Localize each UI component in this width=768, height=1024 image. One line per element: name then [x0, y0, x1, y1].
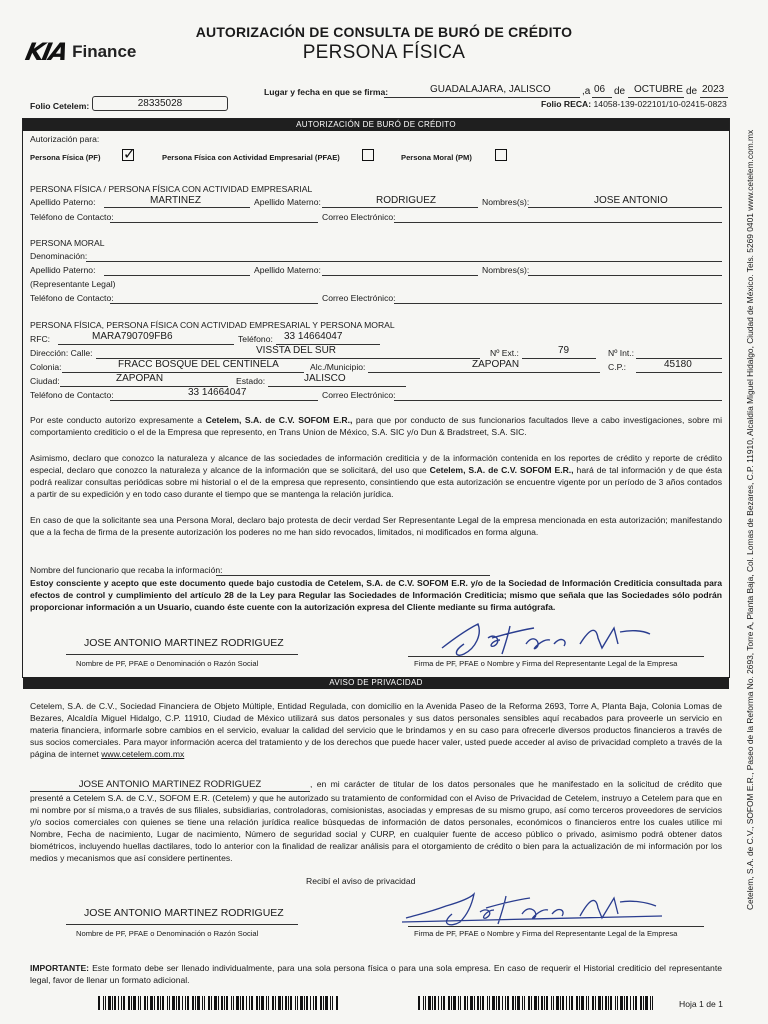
- ap-paterno-value: MARTINEZ: [150, 195, 201, 206]
- barcode-bar: [617, 996, 618, 1010]
- barcode-bar: [160, 996, 161, 1010]
- barcode-bar: [643, 996, 644, 1010]
- barcode-bar: [538, 996, 539, 1010]
- signer-name-2: JOSE ANTONIO MARTINEZ RODRIGUEZ: [84, 907, 284, 919]
- privacy-paragraph-2: [30, 778, 722, 864]
- addr-correo-line: [394, 400, 722, 401]
- addr-tel-value: 33 14664047: [284, 331, 343, 342]
- rep-legal-label: (Representante Legal): [30, 279, 116, 289]
- date-de-1: de: [614, 86, 626, 97]
- month-line: [628, 97, 684, 98]
- barcode-bar: [645, 996, 648, 1010]
- barcode-bar: [448, 996, 450, 1010]
- barcode-bar: [423, 996, 424, 1010]
- barcode-bar: [428, 996, 431, 1010]
- barcode-bar: [182, 996, 183, 1010]
- barcode-bar: [505, 996, 506, 1010]
- ap-paterno-label: Apellido Paterno:: [30, 197, 96, 207]
- barcode-bar: [432, 996, 433, 1010]
- barcode-bar: [140, 996, 141, 1010]
- barcode-bar: [451, 996, 452, 1010]
- barcode-bar: [297, 996, 298, 1010]
- barcode-bar: [464, 996, 466, 1010]
- alc-line: [368, 372, 600, 373]
- received-privacy-label: Recibí el aviso de privacidad: [306, 876, 416, 886]
- barcode-bar: [176, 996, 177, 1010]
- barcode-bar: [418, 996, 420, 1010]
- auth-for-label: Autorización para:: [30, 134, 100, 144]
- kia-logo-mark: KIA: [23, 38, 70, 66]
- pm-correo-line: [394, 303, 722, 304]
- barcode-bar: [123, 996, 125, 1010]
- barcode-bar: [467, 996, 468, 1010]
- barcode-bar: [608, 996, 609, 1010]
- pfae-label: Persona Física con Actividad Empresarial (PFAE): [162, 153, 340, 162]
- title-line-1: AUTORIZACIÓN DE CONSULTA DE BURÓ DE CRÉDITO: [195, 24, 573, 40]
- folio-cetelem-value: 28335028: [92, 96, 228, 111]
- barcode-bar: [602, 996, 603, 1010]
- section-bar-buro: AUTORIZACIÓN DE BURÓ DE CRÉDITO: [23, 119, 729, 131]
- pm-ap-paterno-line: [104, 275, 250, 276]
- important-note: [30, 962, 722, 986]
- barcode-bar: [268, 996, 269, 1010]
- barcode-bar: [474, 996, 475, 1010]
- barcode-bar: [172, 996, 175, 1010]
- barcode-bar: [259, 996, 260, 1010]
- paragraph-moral-person: En caso de que la solicitante sea una Persona Moral, declaro bajo protesta de decir verdad Ser Representante Legal de la empresa mencionada en esta autorización; manifestando que a la fecha de firma de la presente autorización los poderes no me han sido revocados, limitados, ni modificados en forma alguna.: [30, 515, 722, 537]
- folio-cetelem-label: Folio Cetelem:: [30, 101, 90, 111]
- tel-contacto-label: Teléfono de Contacto:: [30, 390, 114, 400]
- barcode-bar: [605, 996, 607, 1010]
- barcode-bar: [630, 996, 631, 1010]
- barcode-bar: [332, 996, 333, 1010]
- barcode-bar: [233, 996, 234, 1010]
- alc-label: Alc./Municipio:: [310, 362, 366, 372]
- barcode-bar: [197, 996, 200, 1010]
- ext-line: [522, 358, 596, 359]
- ap-paterno-line: [104, 207, 250, 208]
- barcode-bar: [167, 996, 168, 1010]
- barcode-bar: [300, 996, 303, 1010]
- pf-tel-label: Teléfono de Contacto:: [30, 212, 114, 222]
- p1-text-b: para que por conducto de sus funcionarios facultados lleve a cabo investigaciones, sobre mi comportamiento crediticio o el de la Empresa que represento, en Trans Union de México, S.A. SIC y/o Dun & Bradstreet, S.A. SIC.: [30, 415, 723, 437]
- pf-label: Persona Física (PF): [30, 153, 101, 162]
- ext-label: Nº Ext.:: [490, 348, 519, 358]
- barcode-bar: [202, 996, 203, 1010]
- barcode-bar: [517, 996, 520, 1010]
- barcode-bar: [531, 996, 532, 1010]
- barcode-bar: [534, 996, 537, 1010]
- logo-finance-text: Finance: [72, 42, 137, 61]
- pf-checkbox[interactable]: [122, 149, 134, 161]
- barcode-bar: [192, 996, 194, 1010]
- barcode-bar: [304, 996, 305, 1010]
- barcode-bar: [278, 996, 281, 1010]
- p1-text-a: Por este conducto autorizo expresamente a: [30, 415, 203, 425]
- place-line: [384, 97, 580, 98]
- barcode-bar: [105, 996, 106, 1010]
- folio-reca-value: 14058-139-022101/10-02415-0823: [593, 99, 727, 109]
- nombres-label: Nombres(s):: [482, 197, 530, 207]
- date-day: 06: [594, 84, 606, 95]
- estado-line: [268, 386, 406, 387]
- pm-ap-materno-line: [322, 275, 478, 276]
- barcode-bar: [275, 996, 276, 1010]
- barcode-bar: [425, 996, 426, 1010]
- paragraph-authorization: [30, 414, 722, 438]
- barcode-bar: [128, 996, 130, 1010]
- barcode-bar: [147, 996, 148, 1010]
- barcode-bar: [480, 996, 481, 1010]
- barcode-bar: [138, 996, 139, 1010]
- estado-label: Estado:: [236, 376, 266, 386]
- barcode-bar: [330, 996, 331, 1010]
- barcode-bar: [224, 996, 225, 1010]
- pf-tel-line: [110, 222, 318, 223]
- pm-tel-line: [110, 303, 318, 304]
- barcode-bar: [624, 996, 625, 1010]
- signature-caption-2: Firma de PF, PFAE o Nombre y Firma del Representante Legal de la Empresa: [414, 929, 678, 938]
- pm-correo-label: Correo Electrónico:: [322, 293, 396, 303]
- barcode-bar: [592, 996, 594, 1010]
- barcode-bar: [610, 996, 612, 1010]
- rfc-value: MARA790709FB6: [92, 331, 173, 342]
- colonia-label: Colonia:: [30, 362, 62, 372]
- barcode-bar: [108, 996, 111, 1010]
- barcode-bar: [553, 996, 554, 1010]
- barcode-bar: [114, 996, 116, 1010]
- barcode-bar: [541, 996, 543, 1010]
- barcode-bar: [178, 996, 180, 1010]
- privacy-paragraph-1: [30, 700, 722, 760]
- ap-materno-value: RODRIGUEZ: [376, 195, 436, 206]
- signer-name-1: JOSE ANTONIO MARTINEZ RODRIGUEZ: [84, 637, 284, 649]
- barcode-bar: [323, 996, 324, 1010]
- p2-text-b: hará de tal información y de que ésta podrá realizar consultas periódicas sobre mi historial o el de la empresa que represento, consintiendo que esta autorización se encuentre vigente por un período de 3 años contados a partir de su expedición y en todo caso durante el tiempo que se mantenga la relación jurídica.: [30, 465, 722, 499]
- barcode-bar: [633, 996, 634, 1010]
- rfc-label: RFC:: [30, 334, 51, 344]
- barcode-bar: [306, 996, 308, 1010]
- ciudad-value: ZAPOPAN: [116, 373, 164, 384]
- barcode-bar: [211, 996, 212, 1010]
- barcode-bar: [650, 996, 651, 1010]
- barcode-bar: [249, 996, 250, 1010]
- barcode-bar: [169, 996, 170, 1010]
- vertical-company-text: Cetelem, S.A. de C.V., SOFOM E.R., Paseo de la Reforma No. 2693, Torre A, Planta Baja, Col. Lomas de Bezares, C.P. 11910, Alcaldía Miguel Hidalgo, Ciudad de México. Tels. 5269 0401 www.cetelem.com.mx: [745, 129, 755, 910]
- barcode-bar: [310, 996, 311, 1010]
- barcode-bar: [131, 996, 132, 1010]
- pm-label: Persona Moral (PM): [401, 153, 472, 162]
- barcode-bar: [498, 996, 500, 1010]
- barcode-bar: [443, 996, 445, 1010]
- pfae-checkbox[interactable]: [362, 149, 374, 161]
- barcode-bar: [502, 996, 503, 1010]
- ap-materno-line: [322, 207, 478, 208]
- funcionario-label: Nombre del funcionario que recaba la información:: [30, 565, 223, 575]
- addr-correo-label: Correo Electrónico:: [322, 390, 396, 400]
- vertical-company-info: [733, 110, 755, 910]
- addr-tel-label: Teléfono:: [238, 334, 273, 344]
- barcode-bar: [586, 996, 587, 1010]
- barcode-bar: [652, 996, 653, 1010]
- calle-label: Dirección: Calle:: [30, 348, 93, 358]
- name-line-2: [66, 924, 298, 925]
- date-de-2: de: [686, 86, 698, 97]
- barcode-bar: [256, 996, 258, 1010]
- barcode-bar: [103, 996, 104, 1010]
- barcode-bar: [121, 996, 122, 1010]
- barcode-bar: [150, 996, 153, 1010]
- barcode-bar: [579, 996, 580, 1010]
- tel-contacto-value: 33 14664047: [188, 387, 247, 398]
- place-date-label: Lugar y fecha en que se firma:: [264, 87, 389, 97]
- barcode-bar: [285, 996, 287, 1010]
- cp-value: 45180: [664, 359, 692, 370]
- cp-line: [636, 372, 722, 373]
- pf-correo-line: [394, 222, 722, 223]
- barcode-right: [418, 996, 656, 1010]
- barcode-bar: [226, 996, 228, 1010]
- addr-heading: PERSONA FÍSICA, PERSONA FÍSICA CON ACTIVIDAD EMPRESARIAL Y PERSONA MORAL: [30, 320, 395, 330]
- barcode-bar: [290, 996, 292, 1010]
- signature-line-2: [408, 926, 704, 927]
- signature-caption-1: Firma de PF, PFAE o Nombre y Firma del Representante Legal de la Empresa: [414, 659, 678, 668]
- funcionario-line: [216, 575, 490, 576]
- day-line: [592, 97, 612, 98]
- place-value: GUADALAJARA, JALISCO: [430, 84, 551, 95]
- denominacion-line: [86, 261, 722, 262]
- pf-heading: PERSONA FÍSICA / PERSONA FÍSICA CON ACTIVIDAD EMPRESARIAL: [30, 184, 313, 194]
- barcode-bar: [615, 996, 616, 1010]
- barcode-bar: [562, 996, 564, 1010]
- barcode-bar: [496, 996, 497, 1010]
- barcode-bar: [489, 996, 490, 1010]
- barcode-bar: [470, 996, 473, 1010]
- barcode-bar: [477, 996, 479, 1010]
- nombres-value: JOSE ANTONIO: [594, 195, 668, 206]
- date-month: OCTUBRE: [634, 84, 683, 95]
- barcode-bar: [492, 996, 495, 1010]
- folio-reca: [541, 99, 727, 109]
- barcode-bar: [295, 996, 296, 1010]
- nombres-line: [528, 207, 722, 208]
- name-line-1: [66, 654, 298, 655]
- barcode-bar: [162, 996, 164, 1010]
- barcode-bar: [231, 996, 232, 1010]
- p2-company: Cetelem, S.A. de C.V. SOFOM E.R.,: [429, 465, 574, 475]
- barcode-bar: [434, 996, 436, 1010]
- barcode-bar: [566, 996, 567, 1010]
- barcode-bar: [251, 996, 253, 1010]
- barcode-bar: [218, 996, 219, 1010]
- handwritten-signature-2: [400, 884, 670, 930]
- barcode-left: [98, 996, 339, 1010]
- barcode-bar: [240, 996, 241, 1010]
- barcode-bar: [157, 996, 159, 1010]
- folio-reca-label: Folio RECA:: [541, 99, 592, 109]
- barcode-bar: [272, 996, 274, 1010]
- barcode-bar: [325, 996, 328, 1010]
- barcode-bar: [187, 996, 189, 1010]
- name-caption-1: Nombre de PF, PFAE o Denominación o Razón Social: [76, 659, 259, 668]
- barcode-bar: [458, 996, 459, 1010]
- estado-value: JALISCO: [304, 373, 346, 384]
- barcode-bar: [246, 996, 247, 1010]
- barcode-bar: [185, 996, 186, 1010]
- pm-tel-label: Teléfono de Contacto:: [30, 293, 114, 303]
- ext-value: 79: [558, 345, 570, 356]
- barcode-bar: [515, 996, 516, 1010]
- privacy-url-link[interactable]: www.cetelem.com.mx: [101, 749, 185, 759]
- signature-line-1: [408, 656, 704, 657]
- colonia-value: FRACC BOSQUE DEL CENTINELA: [118, 359, 279, 370]
- barcode-bar: [560, 996, 561, 1010]
- barcode-bar: [118, 996, 119, 1010]
- handwritten-signature-1: [430, 614, 660, 662]
- barcode-bar: [288, 996, 289, 1010]
- barcode-bar: [195, 996, 196, 1010]
- privacy-name-fill: JOSE ANTONIO MARTINEZ RODRIGUEZ: [30, 779, 310, 792]
- barcode-bar: [112, 996, 113, 1010]
- title-line-2: PERSONA FÍSICA: [302, 42, 466, 63]
- barcode-bar: [576, 996, 578, 1010]
- barcode-bar: [336, 996, 338, 1010]
- page-number: Hoja 1 de 1: [679, 999, 723, 1009]
- barcode-bar: [487, 996, 488, 1010]
- cp-label: C.P.:: [608, 362, 626, 372]
- ap-materno-label: Apellido Materno:: [254, 197, 321, 207]
- year-line: [700, 97, 728, 98]
- barcode-bar: [313, 996, 314, 1010]
- barcode-bar: [588, 996, 589, 1010]
- barcode-bar: [551, 996, 552, 1010]
- pm-ap-paterno-label: Apellido Paterno:: [30, 265, 96, 275]
- barcode-bar: [208, 996, 210, 1010]
- barcode-bar: [640, 996, 642, 1010]
- barcode-bar: [482, 996, 484, 1010]
- barcode-bar: [98, 996, 100, 1010]
- barcode-bar: [620, 996, 623, 1010]
- barcode-bar: [214, 996, 217, 1010]
- barcode-bar: [512, 996, 514, 1010]
- pm-ap-materno-label: Apellido Materno:: [254, 265, 321, 275]
- barcode-bar: [144, 996, 146, 1010]
- rfc-line: [58, 344, 234, 345]
- barcode-bar: [571, 996, 573, 1010]
- important-label: IMPORTANTE:: [30, 963, 90, 973]
- barcode-bar: [556, 996, 559, 1010]
- ciudad-label: Ciudad:: [30, 376, 60, 386]
- barcode-bar: [569, 996, 570, 1010]
- barcode-bar: [528, 996, 530, 1010]
- privacy-p2-text: , en mi carácter de titular de los datos personales que he manifestado en la solicitud de crédito que presenté a Cetelem S.A. de C.V., SOFOM E.R. (Cetelem) y que he autorizado su tratamiento de conformidad con el Aviso de Privacidad de Cetelem, instruyo a Cetelem para que en mi nombre por sí misma,o a través de sus filiales, subsidiarias, controladoras, comisionistas, asociadas y empresas de su mismo grupo, así como terceros proveedores de servicios y/o socios comerciales con quienes se tiene una relación jurídica realice búsquedas de información de datos personales, económicos o financieros entre los cuales utilice mi Nombre, Fecha de nacimiento, Lugar de nacimiento, Número de seguridad social y CURP, en cualquier fuente de acceso público o privado, asimismo podrá obtener datos biométricos, incluyendo huellas dactilares, todo lo anterior con la finalidad de realizar análisis para el otorgamiento de crédito o bien para la actualización de mi información por los medios y mecanismos que así considere pertinentes.: [30, 779, 722, 863]
- date-year: 2023: [702, 84, 725, 95]
- pm-checkbox[interactable]: [495, 149, 507, 161]
- barcode-bar: [320, 996, 322, 1010]
- barcode-bar: [507, 996, 509, 1010]
- tel-contacto-line: [110, 400, 318, 401]
- barcode-bar: [441, 996, 442, 1010]
- paragraph-declaration: [30, 452, 722, 500]
- section-bar-privacy: AVISO DE PRIVACIDAD: [23, 677, 729, 689]
- barcode-bar: [266, 996, 267, 1010]
- barcode-bar: [261, 996, 264, 1010]
- paragraph-custody: Estoy consciente y acepto que este documento quede bajo custodia de Cetelem, S.A. de C.V. SOFOM E.R. y/o de la Sociedad de Información Crediticia consultada para efectos de control y cumplimiento del artículo 28 de la Ley para Regular las Sociedades de Información Crediticia; mismo que señala que las Sociedades sólo podrán proporcionar información a un Usuario, cuando éste cuente con la autorización expresa del Cliente mediante su firma autógrafa.: [30, 578, 722, 612]
- pm-nombres-label: Nombres(s):: [482, 265, 530, 275]
- barcode-bar: [154, 996, 155, 1010]
- barcode-bar: [635, 996, 637, 1010]
- int-label: Nº Int.:: [608, 348, 635, 358]
- barcode-bar: [522, 996, 523, 1010]
- barcode-bar: [524, 996, 525, 1010]
- denominacion-label: Denominación:: [30, 251, 88, 261]
- barcode-bar: [315, 996, 317, 1010]
- p2-text-a: Asimismo, declaro que conozco la naturaleza y alcance de las sociedades de información crediticia y de la información contenida en los reportes de crédito y reporte de crédito especial, declaro que conozco la naturaleza y alcance de la información que se solicitará, del uso que: [30, 453, 722, 475]
- pm-nombres-line: [528, 275, 722, 276]
- p1-company: Cetelem, S.A. de C.V. SOFOM E.R.,: [205, 415, 353, 425]
- calle-value: VISSTA DEL SUR: [256, 345, 337, 356]
- pf-correo-label: Correo Electrónico:: [322, 212, 396, 222]
- barcode-bar: [133, 996, 136, 1010]
- barcode-bar: [544, 996, 545, 1010]
- name-caption-2: Nombre de PF, PFAE o Denominación o Razón Social: [76, 929, 259, 938]
- important-text: Este formato debe ser llenado individualmente, para una sola persona física o para una sola empresa. En caso de requerir el Historial crediticio del representante legal, favor de llenar un formato adicional.: [30, 963, 722, 985]
- barcode-bar: [546, 996, 548, 1010]
- barcode-bar: [438, 996, 439, 1010]
- colonia-line: [62, 372, 304, 373]
- barcode-bar: [581, 996, 584, 1010]
- barcode-bar: [453, 996, 456, 1010]
- date-a: ,a: [582, 86, 591, 97]
- privacy-p1-text: Cetelem, S.A. de C.V., Sociedad Financiera de Objeto Múltiple, Entidad Regulada, con domicilio en la Avenida Paseo de la Reforma 2693, Torre A, Planta Baja, Colonia Lomas de Bezares, Alcaldía Miguel Hidalgo, C.P. 11910, Ciudad de México utilizará sus datos personales y sus datos personales sensibles aquí recabados para proveerle un servicio en materia financiera, informarle sobre cambios en el servicio, evaluar la calidad del servicio que le brindamos y en su caso para ofrecerle diversos productos financieros a través de sus socios comerciales. Para mayor información acerca del tratamiento y de los derechos que puede hacer valer, usted puede acceder al aviso de privacidad completo a través de la página de internet: [30, 701, 722, 759]
- barcode-bar: [236, 996, 239, 1010]
- pm-heading: PERSONA MORAL: [30, 238, 105, 248]
- barcode-bar: [242, 996, 244, 1010]
- alc-value: ZAPOPAN: [472, 359, 520, 370]
- barcode-bar: [598, 996, 601, 1010]
- barcode-bar: [595, 996, 596, 1010]
- barcode-bar: [282, 996, 283, 1010]
- barcode-bar: [460, 996, 461, 1010]
- barcode-bar: [204, 996, 205, 1010]
- barcode-bar: [626, 996, 628, 1010]
- barcode-bar: [221, 996, 223, 1010]
